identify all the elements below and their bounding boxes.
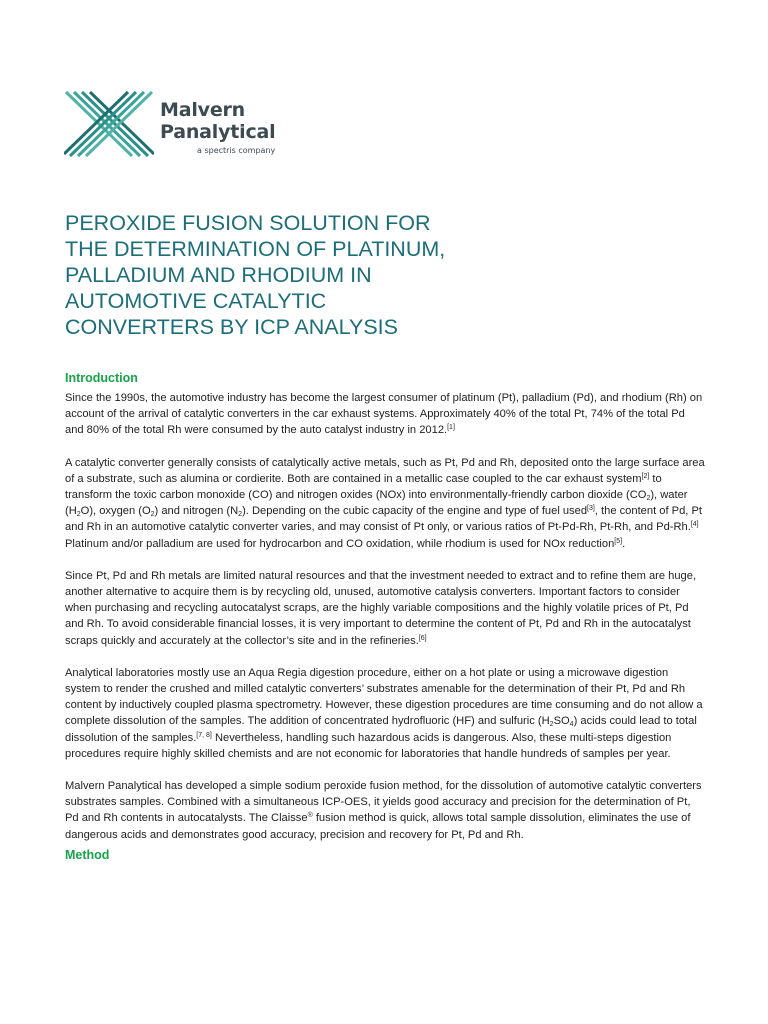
paragraph-text: fusion method is quick, allows total sample dissolution, eliminates the use of dangerous acids and demonstrates good accuracy, precision and recovery for Pt, Pd and Rh. — [65, 812, 691, 841]
body-paragraph — [65, 778, 705, 843]
title-line: PALLADIUM AND RHODIUM IN — [65, 263, 372, 287]
chemical-subscript: 2 — [150, 511, 155, 519]
reference-superscript: ® — [307, 812, 313, 820]
paragraph-text: A catalytic converter generally consists of catalytically active metals, such as Pt, Pd and Rh, deposited onto the large surface area of a substrate, such as alumina or cordierite. Both are contained in a metallic case coupled to the car exhaust system — [65, 456, 705, 485]
body-paragraph — [65, 390, 705, 439]
reference-superscript: [3] — [587, 505, 595, 513]
brand-name-line-2: Panalytical — [160, 121, 276, 143]
paragraph-text: ) acids could lead to total dissolution of the samples. — [65, 715, 697, 744]
paragraph-text: Nevertheless, handling such hazardous acids is dangerous. Also, these multi-steps digestion procedures require highly skilled chemists and are not economic for laboratories that handle hundreds of samples per year. — [65, 731, 672, 760]
reference-superscript: [7, 8] — [196, 731, 212, 739]
reference-superscript: [6] — [418, 634, 427, 642]
paragraph-text: , the content of Pd, Pt and Rh in an automotive catalytic converter varies, and may consist of Pt only, or various ratios of Pt-Pd-Rh, Pt-Rh, and Pd-Rh. — [65, 505, 702, 534]
body-paragraph — [65, 568, 705, 649]
chemical-subscript: 4 — [569, 721, 574, 729]
document-body — [65, 370, 705, 867]
reference-superscript: [2] — [641, 472, 650, 480]
paragraph-text: O), oxygen (O — [80, 505, 151, 518]
brand-name — [160, 99, 275, 143]
section-heading-method: Method — [65, 847, 110, 862]
paragraph-text: to transform the toxic carbon monoxide (CO) and nitrogen oxides (NOx) into environmentally-friendly carbon dioxide (CO — [65, 472, 662, 502]
logo-mark-icon — [64, 90, 154, 160]
company-logo — [64, 90, 294, 160]
document-title — [65, 210, 545, 340]
paragraph-text: ), water (H — [65, 489, 688, 518]
paragraph-text: Analytical laboratories mostly use an Aqua Regia digestion procedure, either on a hot plate or using a microwave digestion system to render the crushed and milled catalytic converters’ substrates amenable for the determination of their Pt, Pd and Rh content by inductively coupled plasma spectrometry. However, these digestion procedures are time consuming and do not allow a complete dissolution of the samples. The addition of concentrated hydrofluoric (HF) and sulfuric (H — [65, 666, 703, 728]
brand-tagline: a spectris company — [197, 146, 276, 155]
title-line: PEROXIDE FUSION SOLUTION FOR — [65, 211, 431, 235]
reference-superscript: [1] — [447, 424, 455, 432]
title-line: THE DETERMINATION OF PLATINUM, — [65, 237, 446, 261]
body-paragraph — [65, 455, 705, 552]
chemical-subscript: 2 — [238, 511, 243, 519]
paragraph-text: Since the 1990s, the automotive industry has become the largest consumer of platinum (Pt), palladium (Pd), and rhodium (Rh) on account of the arrival of catalytic converters in the car exhaust systems. Approximately 40% of the total Pt, 74% of the total Pd and 80% of the total Rh were consumed by the auto catalyst industry in 2012. — [65, 392, 703, 437]
section-heading-introduction: Introduction — [65, 371, 138, 385]
paragraph-text: Malvern Panalytical has developed a simple sodium peroxide fusion method, for the dissolution of automotive catalytic converters substrates samples. Combined with a simultaneous ICP-OES, it yields good accuracy and precision for the determination of Pt, Pd and Rh contents in autocatalysts. The Claisse — [65, 780, 702, 825]
brand-name-line-1: Malvern — [160, 99, 246, 121]
title-line: CONVERTERS BY ICP ANALYSIS — [65, 315, 398, 339]
body-paragraph — [65, 665, 705, 762]
paragraph-text: ) and nitrogen (N — [154, 505, 239, 518]
paragraph-text: ). Depending on the cubic capacity of the engine and type of fuel used — [242, 505, 588, 518]
paragraph-text: SO — [553, 715, 570, 728]
reference-superscript: [5] — [614, 537, 623, 545]
reference-superscript: [4] — [690, 521, 699, 529]
chemical-subscript: 2 — [549, 721, 554, 729]
chemical-subscript: 2 — [76, 511, 81, 519]
paragraph-text: . — [622, 537, 626, 550]
chemical-subscript: 2 — [646, 495, 651, 503]
paragraph-text: Since Pt, Pd and Rh metals are limited natural resources and that the investment needed to extract and to refine them are huge, another alternative to acquire them is by recycling old, unused, automotive catalysis converters. Important factors to consider when purchasing and recycling autocatalyst scraps, are the highly variable compositions and the highly volatile prices of Pt, Pd and Rh. To avoid considerable financial losses, it is very important to determine the content of Pt, Pd and Rh in the autocatalyst scraps quickly and accurately at the collector’s site and in the refineries. — [65, 569, 697, 647]
paragraph-text: Platinum and/or palladium are used for hydrocarbon and CO oxidation, while rhodium is used for NOx reduction — [65, 537, 615, 550]
title-line: AUTOMOTIVE CATALYTIC — [65, 289, 327, 313]
